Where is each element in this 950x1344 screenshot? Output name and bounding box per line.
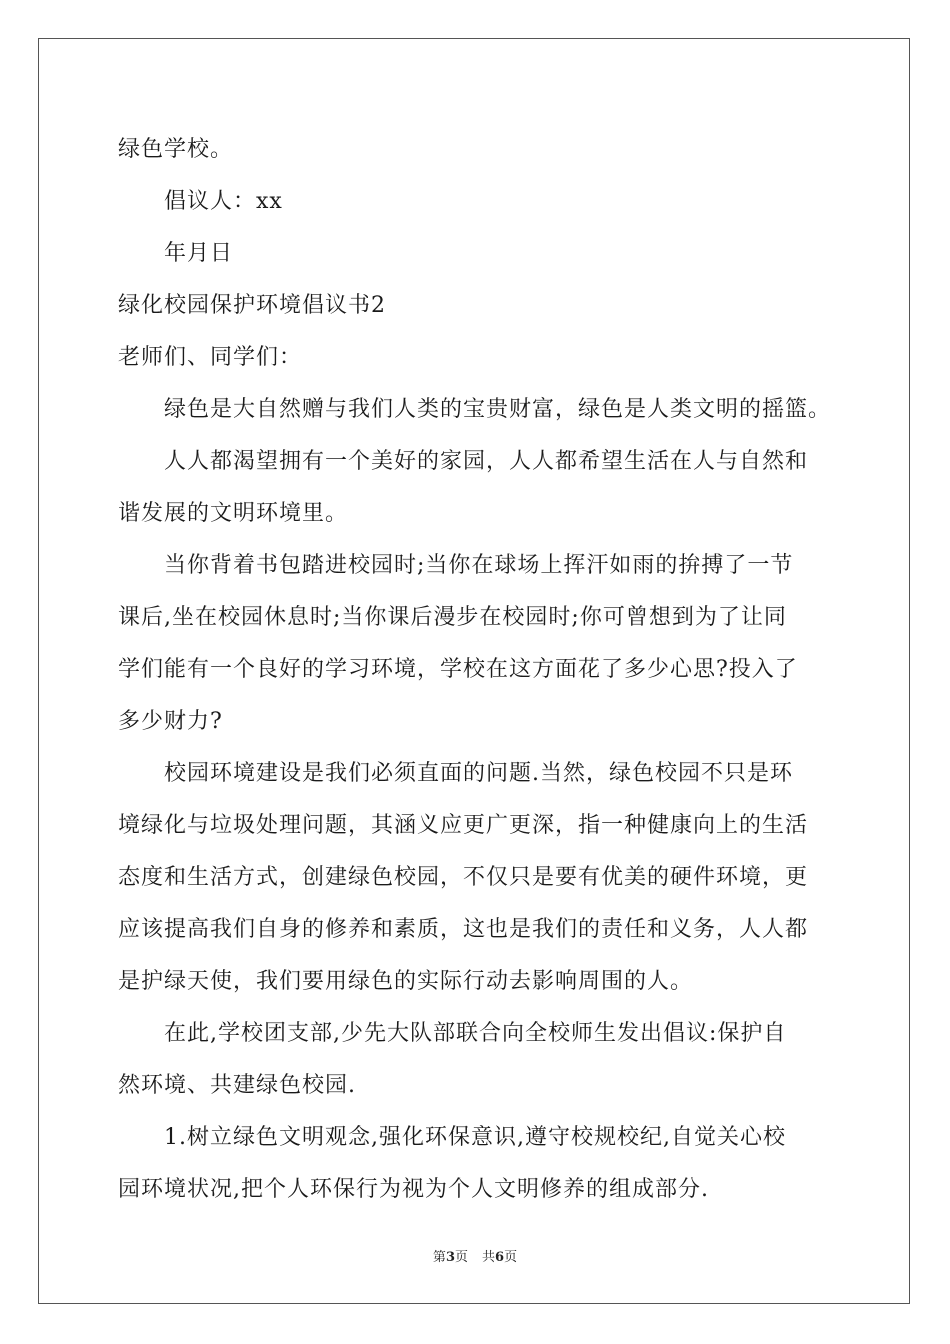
text-line: 在此,学校团支部,少先大队部联合向全校师生发出倡议:保护自 bbox=[164, 1021, 787, 1046]
text-line: 园环境状况,把个人环保行为视为个人文明修养的组成部分. bbox=[118, 1177, 709, 1202]
text-line: 然环境、共建绿色校园. bbox=[118, 1073, 356, 1098]
text-line: 当你背着书包踏进校园时;当你在球场上挥汗如雨的拚搏了一节 bbox=[164, 553, 794, 578]
text-line: 绿色是大自然赠与我们人类的宝贵财富，绿色是人类文明的摇篮。 bbox=[164, 397, 832, 422]
text-line: 人人都渴望拥有一个美好的家园，人人都希望生活在人与自然和 bbox=[164, 449, 809, 474]
text-line: 老师们、同学们： bbox=[118, 345, 303, 370]
text-line: 1.树立绿色文明观念,强化环保意识,遵守校规校纪,自觉关心校 bbox=[164, 1125, 786, 1150]
page-footer bbox=[0, 1246, 950, 1265]
page-prefix: 第 bbox=[432, 1250, 446, 1265]
text-line: 校园环境建设是我们必须直面的问题.当然，绿色校园不只是环 bbox=[164, 761, 793, 786]
total-suffix: 页 bbox=[504, 1250, 518, 1265]
text-line: 多少财力? bbox=[118, 709, 223, 734]
total-prefix: 共 bbox=[482, 1250, 496, 1265]
text-line: 应该提高我们自身的修养和素质，这也是我们的责任和义务，人人都 bbox=[118, 917, 809, 942]
page-suffix: 页 bbox=[454, 1250, 468, 1265]
document-body bbox=[118, 124, 838, 1216]
text-line: 境绿化与垃圾处理问题，其涵义应更广更深，指一种健康向上的生活 bbox=[118, 813, 809, 838]
text-line: 谐发展的文明环境里。 bbox=[118, 501, 349, 526]
text-line: 绿色学校。 bbox=[118, 137, 234, 162]
text-line: 是护绿天使，我们要用绿色的实际行动去影响周围的人。 bbox=[118, 969, 694, 994]
text-line: 态度和生活方式，创建绿色校园，不仅只是要有优美的硬件环境，更 bbox=[118, 865, 809, 890]
text-line: 倡议人：xx bbox=[164, 189, 283, 214]
total-pages-number: 6 bbox=[495, 1250, 505, 1265]
text-line: 学们能有一个良好的学习环境，学校在这方面花了多少心思?投入了 bbox=[118, 657, 798, 682]
text-line: 课后,坐在校园休息时;当你课后漫步在校园时;你可曾想到为了让同 bbox=[118, 605, 787, 630]
current-page-number: 3 bbox=[445, 1250, 455, 1265]
text-line: 年月日 bbox=[164, 241, 234, 266]
text-line: 绿化校园保护环境倡议书2 bbox=[118, 293, 386, 318]
